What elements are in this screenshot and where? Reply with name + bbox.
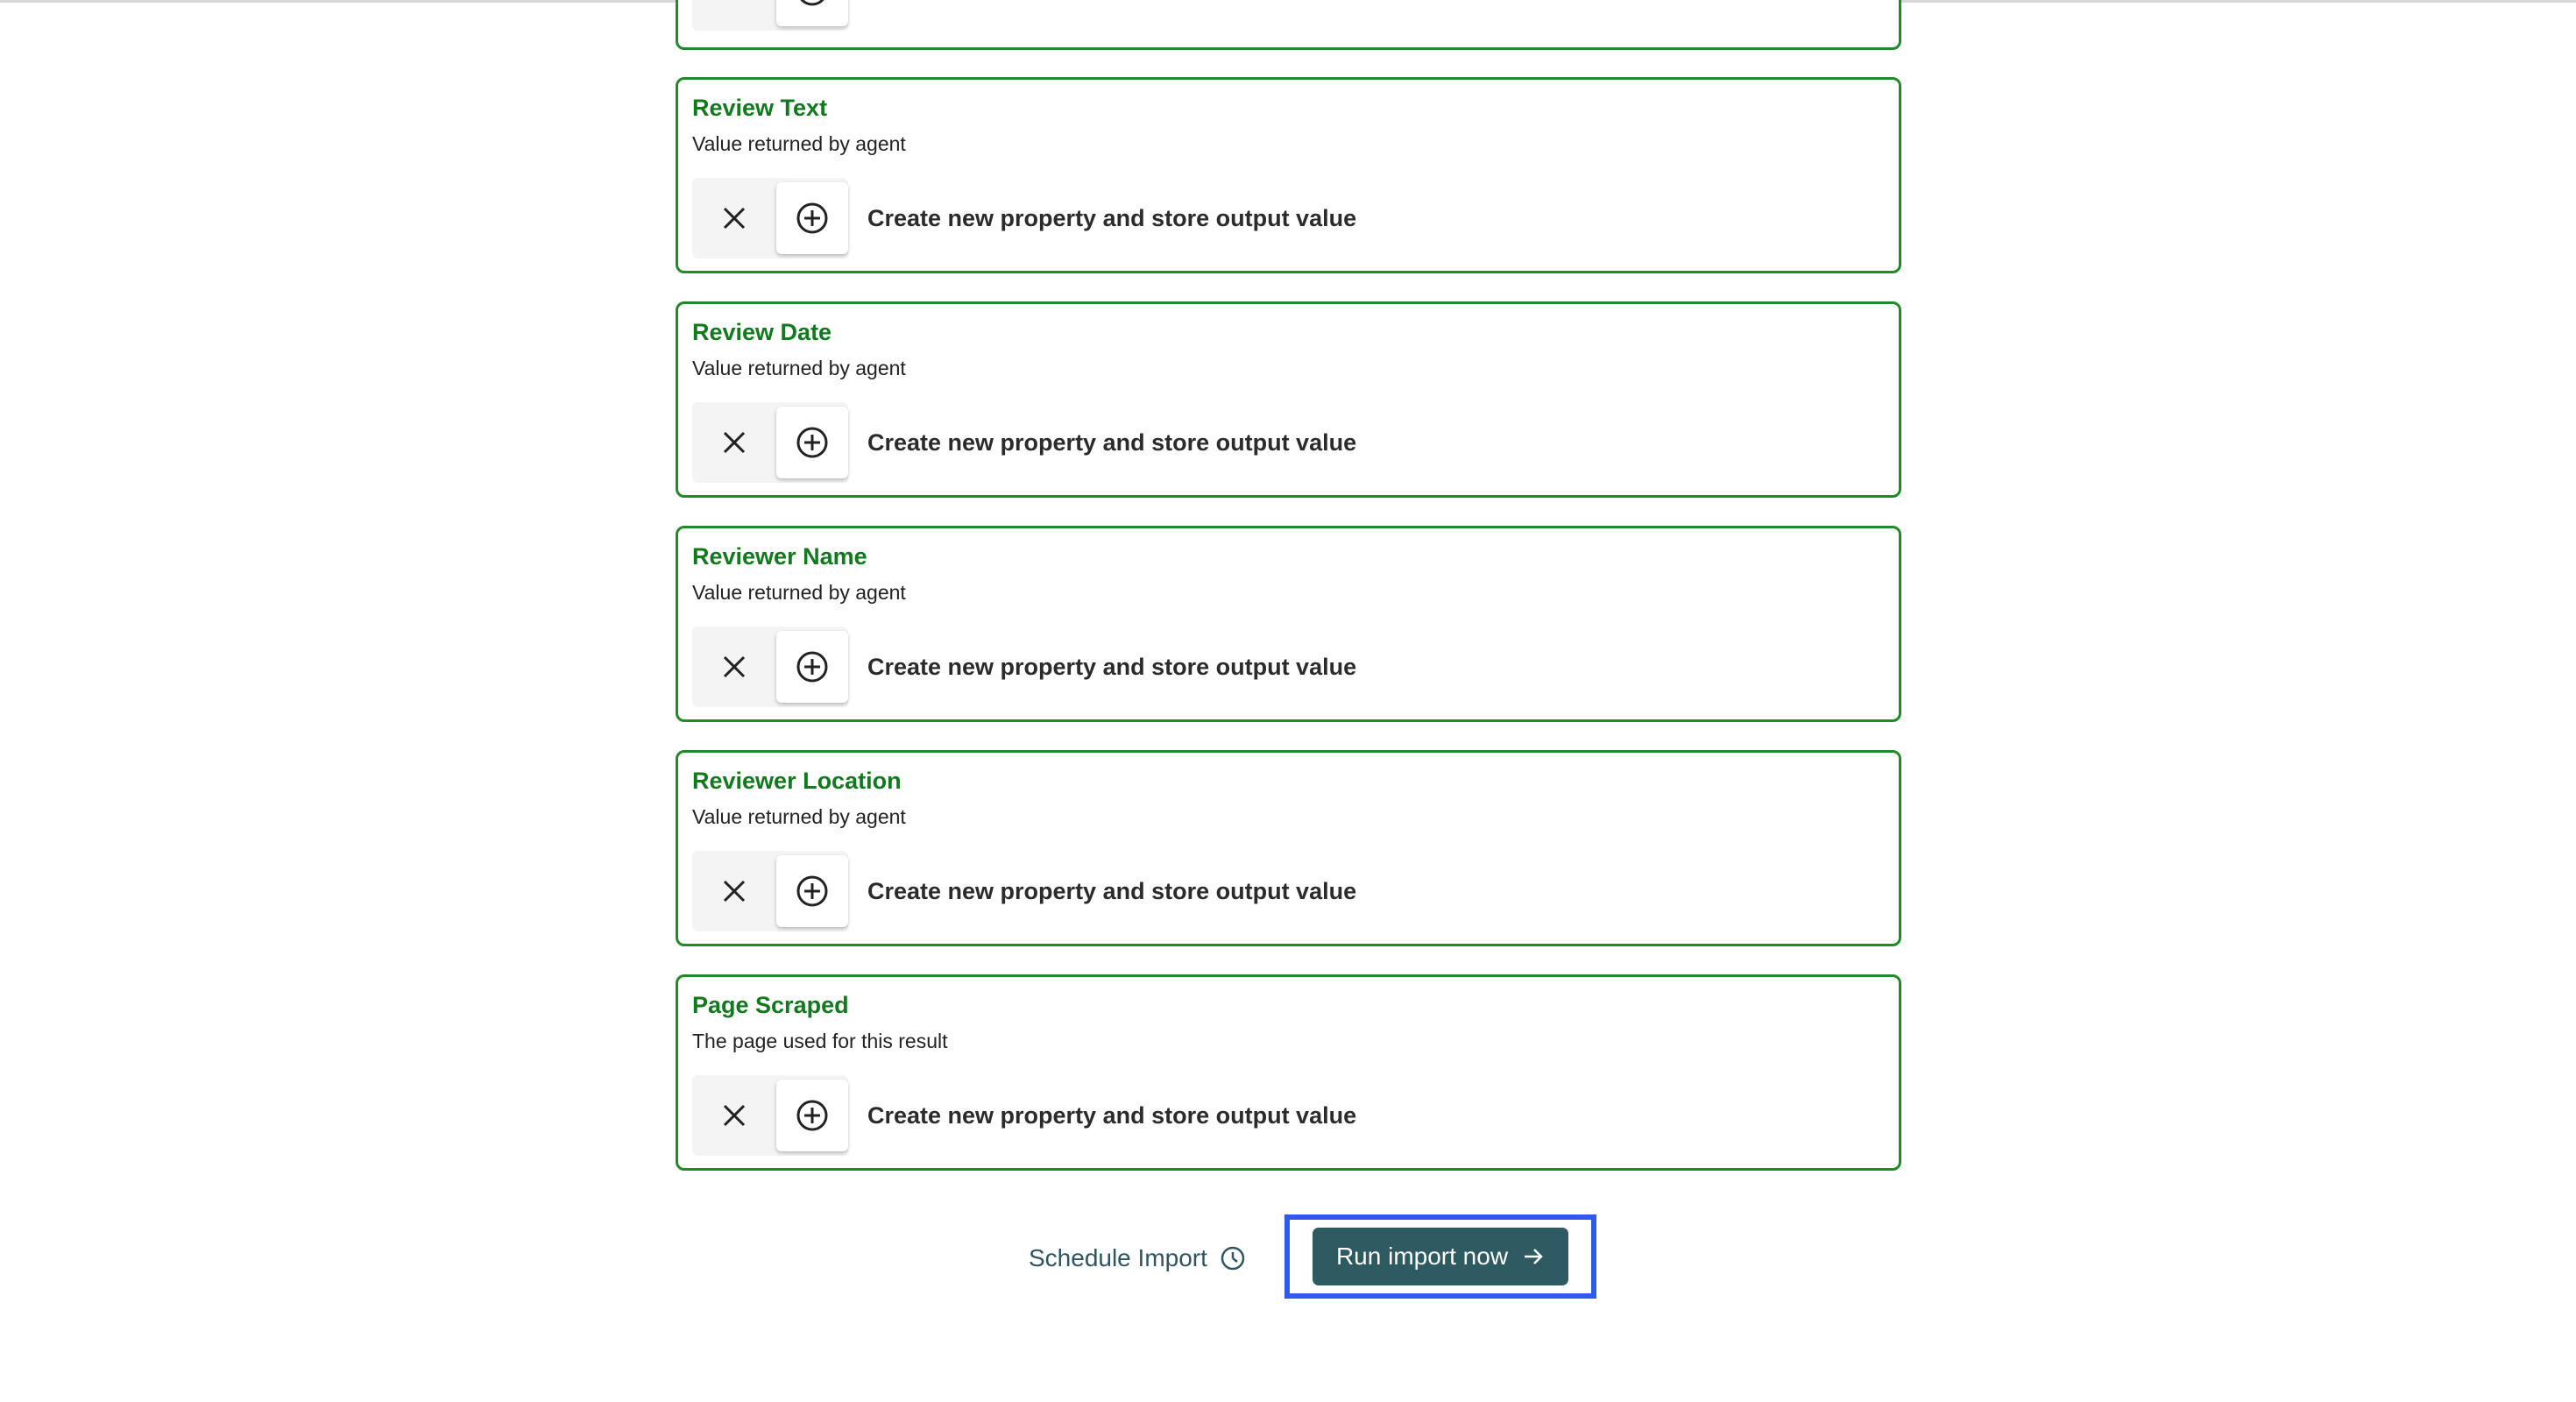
card-title: Reviewer Name [692,543,867,570]
plus-circle-icon [795,874,830,909]
add-mapping-button[interactable] [776,631,848,703]
mapping-card-page-scraped [676,974,1901,1171]
mapping-action-label: Create new property and store output value [867,428,1357,456]
mapping-button-group [692,402,848,483]
close-icon [721,205,747,231]
card-subtitle: Value returned by agent [692,805,906,828]
plus-circle-icon [795,0,830,8]
mapping-button-group [692,627,848,707]
mapping-button-group [692,0,848,31]
card-title: Page Scraped [692,992,849,1018]
mapping-action-label: Create new property and store output value [867,1101,1357,1129]
import-footer [0,1214,2576,1302]
mapping-card-reviewer-location [676,750,1901,946]
add-mapping-button[interactable] [776,0,848,26]
clock-icon [1220,1245,1246,1271]
remove-mapping-button[interactable] [692,851,776,931]
close-icon [721,878,747,904]
close-icon [721,429,747,456]
mapping-card-review-text [676,77,1901,273]
mapping-button-group [692,851,848,931]
close-icon [721,1102,747,1129]
run-import-label: Run import now [1335,1243,1509,1270]
arrow-right-icon [1522,1245,1545,1268]
card-subtitle: Value returned by agent [692,581,906,604]
remove-mapping-button[interactable] [692,0,776,31]
run-import-button[interactable] [1313,1228,1568,1285]
add-mapping-button[interactable] [776,855,848,927]
mapping-action-label: Create new property and store output value [867,877,1357,904]
mapping-action-row [692,0,848,31]
close-icon [721,654,747,680]
mapping-card-partial [676,0,1901,50]
plus-circle-icon [795,649,830,684]
remove-mapping-button[interactable] [692,402,776,483]
mapping-button-group [692,178,848,258]
mapping-action-row [692,851,1356,931]
run-import-focus-outline [1284,1214,1596,1299]
mapping-card-review-date [676,301,1901,498]
card-subtitle: Value returned by agent [692,132,906,155]
mapping-action-row [692,402,1356,483]
plus-circle-icon [795,425,830,460]
plus-circle-icon [795,1098,830,1133]
add-mapping-button[interactable] [776,182,848,254]
mapping-button-group [692,1075,848,1156]
mapping-action-label: Create new property and store output value [867,653,1357,680]
mapping-action-row [692,627,1356,707]
schedule-import-link[interactable] [1029,1237,1246,1279]
mapping-card-reviewer-name [676,526,1901,722]
card-title: Review Date [692,319,832,345]
add-mapping-button[interactable] [776,1080,848,1151]
remove-mapping-button[interactable] [692,178,776,258]
card-subtitle: Value returned by agent [692,357,906,379]
card-subtitle: The page used for this result [692,1030,948,1052]
mapping-action-row [692,1075,1356,1156]
card-title: Reviewer Location [692,768,902,794]
remove-mapping-button[interactable] [692,627,776,707]
remove-mapping-button[interactable] [692,1075,776,1156]
card-title: Review Text [692,95,828,121]
add-mapping-button[interactable] [776,407,848,478]
plus-circle-icon [795,201,830,236]
mapping-action-row [692,178,1356,258]
schedule-import-label: Schedule Import [1029,1244,1207,1271]
mapping-action-label: Create new property and store output value [867,204,1357,231]
